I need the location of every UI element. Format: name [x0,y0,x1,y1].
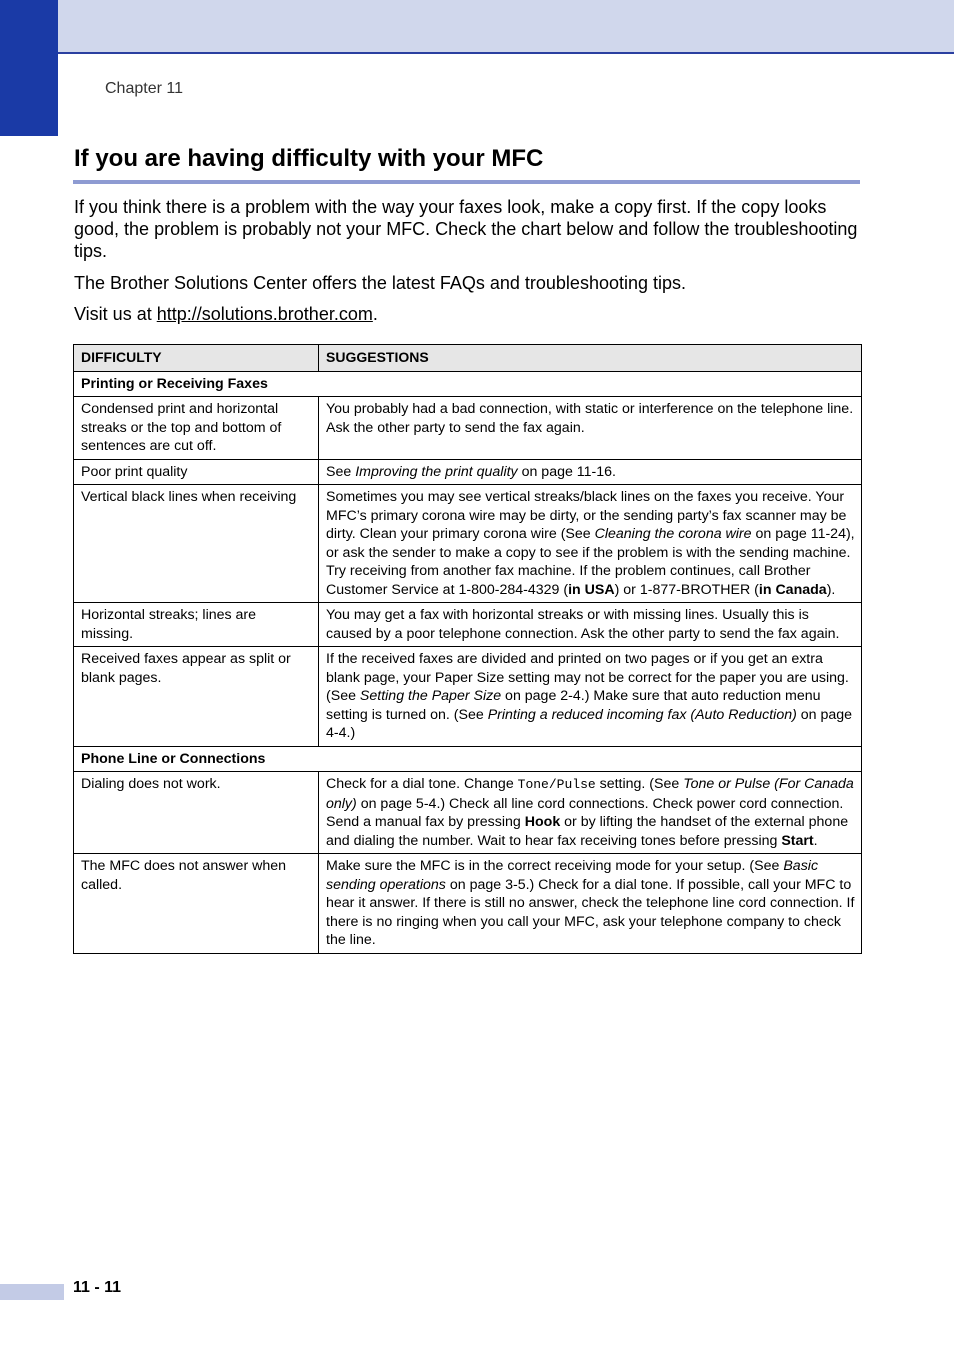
cross-reference: Basic sending operations [326,858,819,893]
header-band [0,0,954,54]
table-row [74,397,862,460]
cross-reference: Setting the Paper Size [359,688,502,704]
suggestion-cell: See Improving the print quality on page 11-16. [319,459,862,485]
title-underline [73,180,860,184]
cross-reference: Tone or Pulse (For Canada only) [326,776,854,812]
chapter-label: Chapter 11 [105,80,183,97]
section-printing-receiving: Printing or Receiving Faxes [74,371,862,397]
difficulty-cell: Condensed print and horizontal streaks or the top and bottom of sentences are cut off. [74,397,319,460]
cross-reference: Printing a reduced incoming fax (Auto Reduction) [487,706,797,723]
section-row [74,371,862,397]
suggestion-cell: If the received faxes are divided and printed on two pages or if you get an extra blank page, your Paper Size setting may not be correct for the paper you are using. (See Setting the Paper Size on page 2-4.) Make sure that auto reduction menu setting is turned on. (See Printing a reduced incoming fax (Auto Reduction) on page 4-4.) [319,647,862,747]
difficulty-cell: Horizontal streaks; lines are missing. [74,603,319,647]
section-row [74,746,862,772]
section-phone-line: Phone Line or Connections [74,746,862,772]
table-row [74,485,862,603]
intro-paragraph: If you think there is a problem with the way your faxes look, make a copy first. If the copy looks good, the problem is probably not your MFC. Check the chart below and follow the troubleshooting tips. [74,197,858,261]
visit-paragraph [74,303,864,325]
suggestion-cell: Sometimes you may see vertical streaks/black lines on the faxes you receive. Your MFC’s primary corona wire may be dirty, or the sending party’s fax scanner may be dirty. Clean your primary corona wire (See Cleaning the corona wire on page 11-24), or ask the sender to make a copy to see if the problem is with the sending machine. Try receiving from another fax machine. If the problem continues, call Brother Customer Service at 1-800-284-4329 (in USA) or 1-877-BROTHER (in Canada). [319,485,862,603]
menu-setting: Tone/Pulse [517,777,596,792]
chapter-tab-marker [0,0,58,136]
difficulty-cell: Poor print quality [74,459,319,485]
difficulty-cell: Dialing does not work. [74,772,319,854]
key-name: Hook [524,814,561,830]
table-row [74,854,862,954]
table-row [74,772,862,854]
difficulty-cell: The MFC does not answer when called. [74,854,319,954]
suggestion-cell: You probably had a bad connection, with static or interference on the telephone line. Ask the other party to send the fax again. [319,397,862,460]
header-suggestions: SUGGESTIONS [319,345,862,372]
difficulty-cell: Received faxes appear as split or blank pages. [74,647,319,747]
solutions-center-paragraph: The Brother Solutions Center offers the latest FAQs and troubleshooting tips. [74,273,687,293]
suggestion-cell: You may get a fax with horizontal streaks or with missing lines. Usually this is caused by a poor telephone connection. Ask the other party to send the fax again. [319,603,862,647]
page-number: 11 - 11 [73,1279,122,1296]
solutions-link[interactable]: http://solutions.brother.com [156,304,373,324]
visit-prefix: Visit us at [74,304,157,324]
cross-reference: Cleaning the corona wire [594,526,752,542]
table-header-row [74,345,862,372]
key-name: Start [781,832,814,849]
page-title: If you are having difficulty with your MFC [74,145,544,172]
difficulty-cell: Vertical black lines when receiving [74,485,319,603]
troubleshooting-table [73,344,862,954]
visit-suffix: . [372,304,378,324]
suggestion-cell: Make sure the MFC is in the correct receiving mode for your setup. (See Basic sending operations on page 3-5.) Check for a dial tone. If possible, call your MFC to hear it answer. If there is still no answer, check the telephone line cord connection. If there is no ringing when you call your MFC, ask your telephone company to check the line. [319,854,862,954]
table-row [74,459,862,485]
footer-marker [0,1284,64,1300]
header-difficulty: DIFFICULTY [74,345,319,372]
suggestion-cell: Check for a dial tone. Change Tone/Pulse setting. (See Tone or Pulse (For Canada only) on page 5-4.) Check all line cord connections. Check power cord connection. Send a manual fax by pressing Hook or by lifting the handset of the external phone and dialing the number. Wait to hear fax receiving tones before pressing Start. [319,772,862,854]
table-row [74,603,862,647]
table-row [74,647,862,747]
cross-reference: Improving the print quality [355,463,518,480]
